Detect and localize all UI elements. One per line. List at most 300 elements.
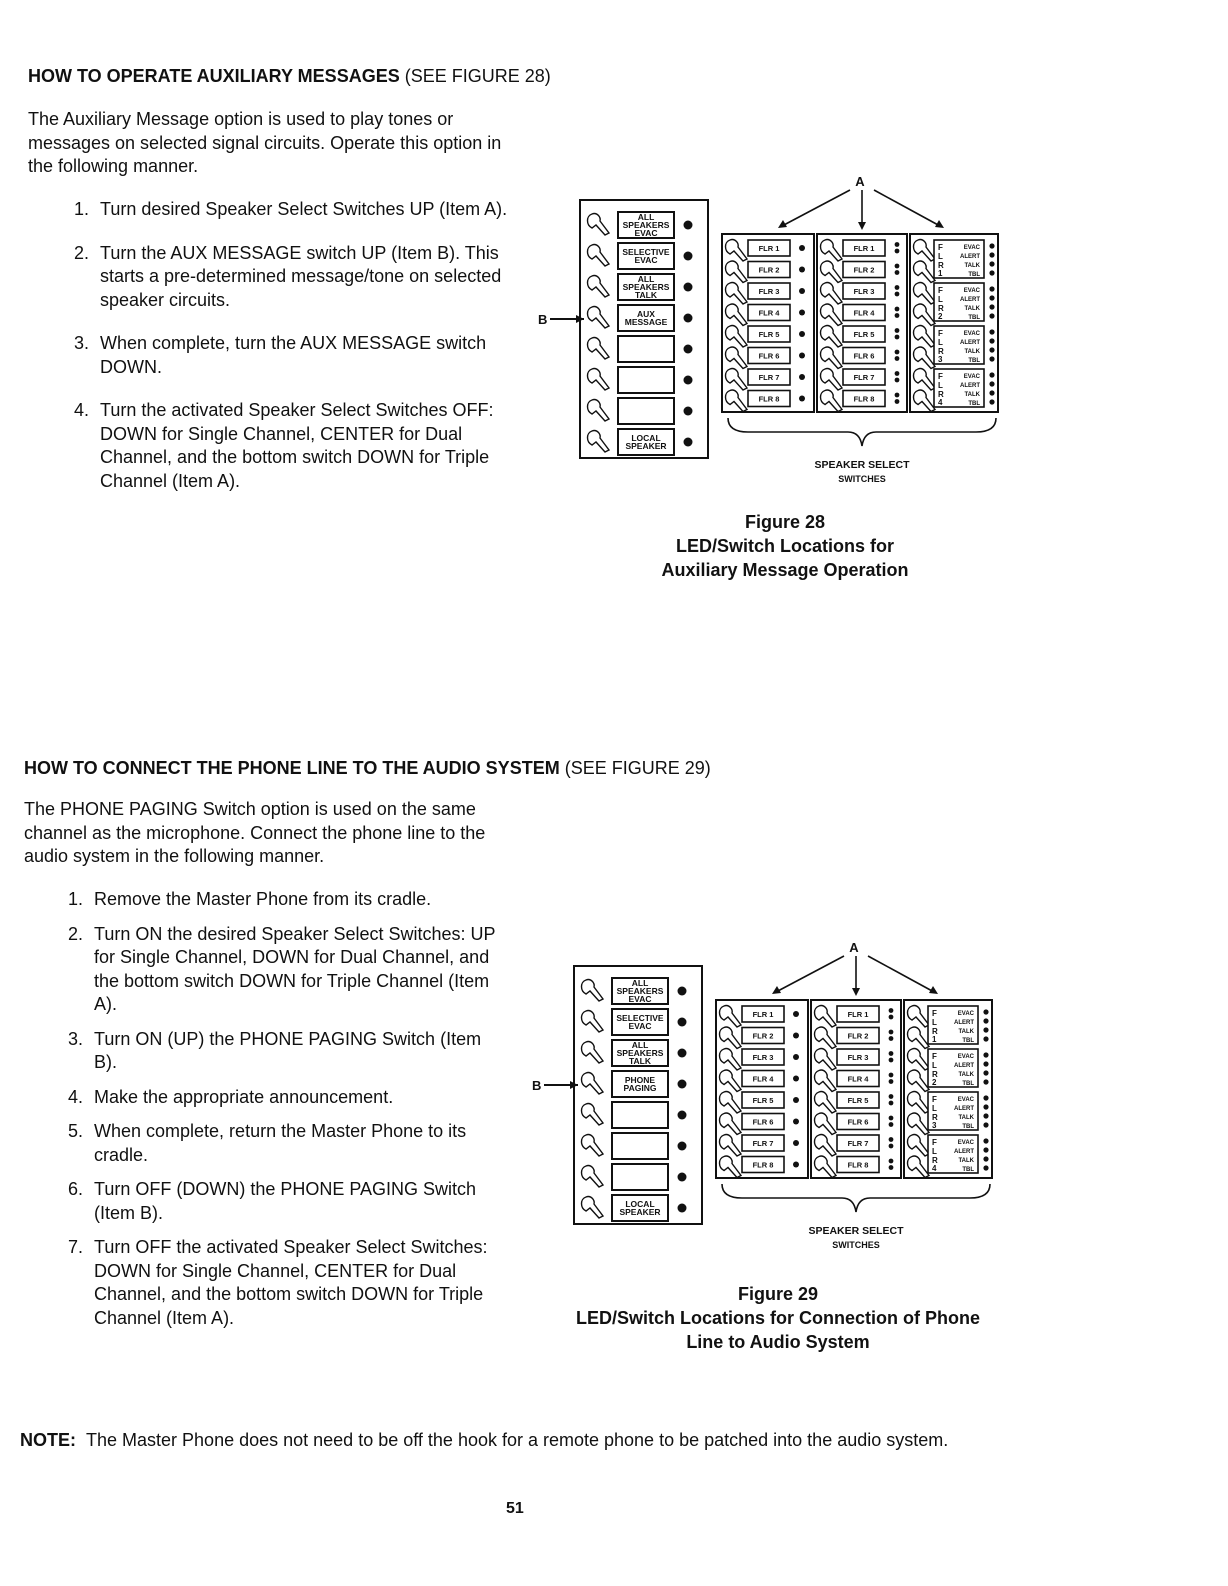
led-indicator xyxy=(989,304,994,309)
led-indicator xyxy=(989,270,994,275)
led-indicator xyxy=(678,1111,687,1120)
led-indicator xyxy=(678,1018,687,1027)
led-indicator xyxy=(895,242,900,247)
toggle-switch-icon xyxy=(726,326,748,347)
led-indicator xyxy=(983,1027,988,1032)
floor-label-text: FLR 6 xyxy=(758,351,780,361)
group-mode-text: TBL xyxy=(968,358,980,364)
group-side-text: F xyxy=(932,1052,937,1061)
led-indicator xyxy=(889,1079,894,1084)
led-indicator xyxy=(983,1122,988,1127)
switch-label-text: SPEAKERS xyxy=(622,220,670,230)
led-indicator xyxy=(989,252,994,257)
page-number: 51 xyxy=(506,1500,524,1517)
led-indicator xyxy=(678,1173,687,1182)
floor-label-text: FLR 2 xyxy=(853,265,875,275)
led-indicator xyxy=(799,310,805,316)
led-indicator xyxy=(799,396,805,402)
led-indicator xyxy=(895,313,900,318)
toggle-switch-icon xyxy=(815,1027,837,1048)
led-indicator xyxy=(989,261,994,266)
floor-label-text: FLR 4 xyxy=(847,1074,869,1084)
switch-label-text: SPEAKERS xyxy=(622,282,670,292)
led-indicator xyxy=(983,1079,988,1084)
toggle-switch-icon xyxy=(821,369,843,390)
led-indicator xyxy=(889,1051,894,1056)
led-indicator xyxy=(799,288,805,294)
toggle-switch-icon xyxy=(821,283,843,304)
group-mode-text: ALERT xyxy=(954,1149,974,1155)
switch-label-text: AUX xyxy=(637,309,655,319)
toggle-switch-icon xyxy=(815,1070,837,1091)
switch-label-text: ALL xyxy=(631,1040,649,1050)
switch-label-box xyxy=(612,1164,668,1190)
toggle-switch-icon xyxy=(908,1006,930,1027)
toggle-switch-icon xyxy=(582,1104,604,1125)
led-indicator xyxy=(989,313,994,318)
group-side-text: L xyxy=(932,1147,937,1156)
toggle-switch-icon xyxy=(720,1092,742,1113)
group-side-text: L xyxy=(938,252,943,261)
group-number-text: 1 xyxy=(938,269,943,278)
item-a-arrowhead xyxy=(858,222,866,230)
toggle-switch-icon xyxy=(582,1197,604,1218)
group-mode-text: ALERT xyxy=(960,340,980,346)
led-indicator xyxy=(989,338,994,343)
toggle-switch-icon xyxy=(908,1070,930,1091)
led-indicator xyxy=(895,393,900,398)
led-indicator xyxy=(989,356,994,361)
section1-steps xyxy=(74,198,512,493)
toggle-switch-icon xyxy=(588,245,610,266)
led-indicator xyxy=(889,1008,894,1013)
group-side-text: R xyxy=(932,1070,938,1079)
speaker-select-label: SPEAKER SELECT xyxy=(814,459,910,471)
toggle-switch-icon xyxy=(720,1070,742,1091)
section2-steps xyxy=(68,888,504,1330)
group-number-text: 3 xyxy=(932,1121,937,1130)
group-mode-text: EVAC xyxy=(957,1140,974,1146)
led-indicator xyxy=(983,1138,988,1143)
note xyxy=(20,1430,1210,1451)
group-side-text: R xyxy=(932,1027,938,1036)
item-a-arrow-left xyxy=(782,190,850,226)
switch-label-text: ALL xyxy=(637,274,655,284)
toggle-switch-icon xyxy=(726,347,748,368)
toggle-switch-icon xyxy=(815,1113,837,1134)
toggle-switch-icon xyxy=(720,1156,742,1177)
led-indicator xyxy=(895,270,900,275)
led-indicator xyxy=(895,356,900,361)
led-indicator xyxy=(983,1147,988,1152)
toggle-switch-icon xyxy=(726,304,748,325)
figure28-number: Figure 28 xyxy=(744,512,826,532)
toggle-switch-icon xyxy=(908,1092,930,1113)
led-indicator xyxy=(895,285,900,290)
figure29-diagram xyxy=(526,938,996,1258)
floor-label-text: FLR 1 xyxy=(752,1010,774,1019)
section2-intro: The PHONE PAGING Switch option is used on the same channel as the microphone. Connect the phone line to the audio system in the following manner. xyxy=(24,799,486,866)
section1-intro: The Auxiliary Message option is used to play tones or messages on selected signal circuits. Operate this option in the following manner. xyxy=(28,109,502,176)
group-mode-text: TALK xyxy=(964,349,980,355)
switch-label-text: PHONE xyxy=(624,1075,656,1085)
item-a-label: A xyxy=(855,174,865,189)
section2-step: 4. Make the appropriate announcement. xyxy=(68,1086,394,1107)
switch-label-text: LOCAL xyxy=(625,1199,655,1209)
led-indicator xyxy=(678,987,687,996)
toggle-switch-icon xyxy=(914,326,936,347)
group-number-text: 1 xyxy=(932,1035,937,1044)
led-indicator xyxy=(793,1011,799,1017)
led-indicator xyxy=(889,1036,894,1041)
led-indicator xyxy=(983,1052,988,1057)
led-indicator xyxy=(793,1162,799,1168)
figure29-title-line2: Line to Audio System xyxy=(686,1332,870,1352)
led-indicator xyxy=(684,438,693,447)
floor-label-text: FLR 7 xyxy=(758,373,780,382)
led-indicator xyxy=(895,350,900,355)
panel-group xyxy=(532,940,992,1250)
floor-label-text: FLR 3 xyxy=(853,287,875,296)
group-mode-text: ALERT xyxy=(954,1020,974,1026)
led-indicator xyxy=(684,221,693,230)
toggle-switch-icon xyxy=(588,214,610,235)
panel-group xyxy=(538,174,998,484)
led-indicator xyxy=(678,1080,687,1089)
floor-label-text: FLR 3 xyxy=(847,1053,869,1062)
floor-label-text: FLR 1 xyxy=(847,1010,869,1019)
switch-label-text: TALK xyxy=(634,290,658,300)
switch-label-box xyxy=(618,398,674,424)
group-mode-text: ALERT xyxy=(954,1106,974,1112)
led-indicator xyxy=(983,1156,988,1161)
group-mode-text: ALERT xyxy=(960,383,980,389)
figure28-diagram xyxy=(532,172,1002,492)
switch-label-text: SELECTIVE xyxy=(616,1013,664,1023)
toggle-switch-icon xyxy=(914,304,936,325)
floor-label-text: FLR 4 xyxy=(752,1074,774,1084)
floor-label-text: FLR 5 xyxy=(758,330,780,339)
group-side-text: F xyxy=(938,286,943,295)
group-mode-text: TALK xyxy=(964,392,980,398)
toggle-switch-icon xyxy=(582,1135,604,1156)
toggle-switch-icon xyxy=(726,283,748,304)
section1-step: 3. When complete, turn the AUX MESSAGE switch DOWN. xyxy=(74,333,487,377)
led-indicator xyxy=(793,1054,799,1060)
section2-step: 6. Turn OFF (DOWN) the PHONE PAGING Switch (Item B). xyxy=(68,1179,477,1223)
led-indicator xyxy=(889,1137,894,1142)
section2-step: 1. Remove the Master Phone from its cradle. xyxy=(68,889,432,909)
floor-label-text: FLR 5 xyxy=(853,330,875,339)
led-indicator xyxy=(889,1015,894,1020)
led-indicator xyxy=(983,1061,988,1066)
floor-label-text: FLR 6 xyxy=(853,351,875,361)
led-indicator xyxy=(983,1070,988,1075)
led-indicator xyxy=(889,1094,894,1099)
group-mode-text: TALK xyxy=(958,1158,974,1164)
group-mode-text: TALK xyxy=(958,1115,974,1121)
section2-heading-ref: (SEE FIGURE 29) xyxy=(559,758,711,778)
group-mode-text: TBL xyxy=(962,1124,974,1130)
group-side-text: L xyxy=(938,338,943,347)
toggle-switch-icon xyxy=(588,307,610,328)
led-indicator xyxy=(793,1076,799,1082)
led-indicator xyxy=(983,1104,988,1109)
led-indicator xyxy=(983,1009,988,1014)
led-indicator xyxy=(895,249,900,254)
toggle-switch-icon xyxy=(914,240,936,261)
toggle-switch-icon xyxy=(720,1049,742,1070)
toggle-switch-icon xyxy=(588,369,610,390)
toggle-switch-icon xyxy=(726,261,748,282)
led-indicator xyxy=(684,283,693,292)
switch-label-text: SPEAKERS xyxy=(616,986,664,996)
speaker-select-brace xyxy=(728,418,996,446)
toggle-switch-icon xyxy=(908,1049,930,1070)
group-side-text: L xyxy=(932,1061,937,1070)
toggle-switch-icon xyxy=(726,240,748,261)
switch-label-text: ALL xyxy=(631,978,649,988)
figure29-caption xyxy=(548,1282,1008,1354)
toggle-switch-icon xyxy=(908,1135,930,1156)
floor-label-text: FLR 7 xyxy=(752,1139,774,1148)
floor-label-text: FLR 8 xyxy=(752,1160,774,1170)
led-indicator xyxy=(989,381,994,386)
group-mode-text: TALK xyxy=(958,1029,974,1035)
led-indicator xyxy=(889,1073,894,1078)
group-mode-text: ALERT xyxy=(960,254,980,260)
toggle-switch-icon xyxy=(815,1049,837,1070)
led-indicator xyxy=(895,328,900,333)
group-mode-text: EVAC xyxy=(963,288,980,294)
led-indicator xyxy=(989,347,994,352)
group-mode-text: TALK xyxy=(964,263,980,269)
floor-label-text: FLR 3 xyxy=(752,1053,774,1062)
floor-label-text: FLR 8 xyxy=(853,394,875,404)
group-side-text: R xyxy=(938,261,944,270)
led-indicator xyxy=(983,1095,988,1100)
group-mode-text: TBL xyxy=(962,1038,974,1044)
group-side-text: L xyxy=(932,1018,937,1027)
toggle-switch-icon xyxy=(914,283,936,304)
toggle-switch-icon xyxy=(720,1006,742,1027)
floor-label-text: FLR 5 xyxy=(752,1096,774,1105)
toggle-switch-icon xyxy=(582,1166,604,1187)
speaker-select-brace xyxy=(722,1184,990,1212)
item-a-arrow-right xyxy=(868,956,934,992)
switch-label-text: SPEAKER xyxy=(625,441,667,451)
group-mode-text: TBL xyxy=(968,315,980,321)
led-indicator xyxy=(983,1018,988,1023)
led-indicator xyxy=(989,390,994,395)
group-number-text: 2 xyxy=(938,312,943,321)
section1-heading-title: HOW TO OPERATE AUXILIARY MESSAGES xyxy=(28,66,400,86)
figure28-caption xyxy=(590,510,980,582)
led-indicator xyxy=(895,264,900,269)
led-indicator xyxy=(889,1122,894,1127)
toggle-switch-icon xyxy=(582,1073,604,1094)
section2-step: 3. Turn ON (UP) the PHONE PAGING Switch (Item B). xyxy=(68,1028,482,1072)
floor-label-text: FLR 6 xyxy=(847,1117,869,1127)
switch-label-text: EVAC xyxy=(634,255,658,265)
group-number-text: 4 xyxy=(932,1164,937,1173)
switch-label-text: SPEAKERS xyxy=(616,1048,664,1058)
toggle-switch-icon xyxy=(720,1113,742,1134)
led-indicator xyxy=(684,252,693,261)
floor-label-text: FLR 7 xyxy=(853,373,875,382)
figure28-title-line2: Auxiliary Message Operation xyxy=(661,560,909,580)
toggle-switch-icon xyxy=(588,431,610,452)
section1-step: 1. Turn desired Speaker Select Switches UP (Item A). xyxy=(74,199,508,219)
group-side-text: L xyxy=(938,295,943,304)
floor-label-text: FLR 4 xyxy=(853,308,875,318)
floor-label-text: FLR 6 xyxy=(752,1117,774,1127)
toggle-switch-icon xyxy=(588,338,610,359)
toggle-switch-icon xyxy=(588,400,610,421)
toggle-switch-icon xyxy=(914,369,936,390)
floor-label-text: FLR 8 xyxy=(758,394,780,404)
group-side-text: F xyxy=(938,329,943,338)
led-indicator xyxy=(895,307,900,312)
led-indicator xyxy=(989,329,994,334)
group-mode-text: EVAC xyxy=(957,1097,974,1103)
led-indicator xyxy=(889,1165,894,1170)
group-number-text: 4 xyxy=(938,398,943,407)
floor-label-text: FLR 4 xyxy=(758,308,780,318)
led-indicator xyxy=(793,1140,799,1146)
led-indicator xyxy=(799,353,805,359)
toggle-switch-icon xyxy=(914,261,936,282)
section2-step: 7. Turn OFF the activated Speaker Select Switches: DOWN for Single Channel, CENTER for Dual Channel, and the bottom switch DOWN for Triple Channel (Item A). xyxy=(68,1237,488,1328)
led-indicator xyxy=(684,345,693,354)
item-b-label: B xyxy=(538,312,548,327)
speaker-select-label: SWITCHES xyxy=(838,474,886,484)
item-a-arrow-right xyxy=(874,190,940,226)
switch-label-text: LOCAL xyxy=(631,433,661,443)
led-indicator xyxy=(895,399,900,404)
led-indicator xyxy=(889,1058,894,1063)
group-side-text: R xyxy=(932,1113,938,1122)
led-indicator xyxy=(684,314,693,323)
switch-label-box xyxy=(612,1133,668,1159)
led-indicator xyxy=(799,374,805,380)
section1-heading-ref: (SEE FIGURE 28) xyxy=(399,66,551,86)
toggle-switch-icon xyxy=(720,1027,742,1048)
toggle-switch-icon xyxy=(821,240,843,261)
floor-label-text: FLR 7 xyxy=(847,1139,869,1148)
switch-label-text: TALK xyxy=(628,1056,652,1066)
led-indicator xyxy=(983,1113,988,1118)
switch-label-text: SELECTIVE xyxy=(622,247,670,257)
floor-label-text: FLR 5 xyxy=(847,1096,869,1105)
group-side-text: R xyxy=(932,1156,938,1165)
group-mode-text: TALK xyxy=(958,1072,974,1078)
group-mode-text: ALERT xyxy=(960,297,980,303)
group-mode-text: TBL xyxy=(962,1081,974,1087)
toggle-switch-icon xyxy=(821,347,843,368)
group-mode-text: EVAC xyxy=(963,331,980,337)
item-a-arrow-left xyxy=(776,956,844,992)
group-side-text: F xyxy=(938,372,943,381)
led-indicator xyxy=(889,1116,894,1121)
floor-label-text: FLR 3 xyxy=(758,287,780,296)
led-indicator xyxy=(793,1119,799,1125)
group-number-text: 3 xyxy=(938,355,943,364)
led-indicator xyxy=(678,1049,687,1058)
section1-heading xyxy=(28,66,728,87)
switch-panel-svg xyxy=(532,172,1002,492)
toggle-switch-icon xyxy=(815,1092,837,1113)
toggle-switch-icon xyxy=(914,347,936,368)
toggle-switch-icon xyxy=(582,980,604,1001)
led-indicator xyxy=(799,267,805,273)
section1-step: 2. Turn the AUX MESSAGE switch UP (Item B). This starts a pre-determined message/tone on selected speaker circuits. xyxy=(74,242,502,310)
led-indicator xyxy=(889,1101,894,1106)
speaker-select-label: SPEAKER SELECT xyxy=(808,1225,904,1237)
floor-label-text: FLR 2 xyxy=(758,265,780,275)
led-indicator xyxy=(889,1144,894,1149)
group-mode-text: TBL xyxy=(968,401,980,407)
note-text: The Master Phone does not need to be off the hook for a remote phone to be patched into the audio system. xyxy=(86,1430,949,1450)
led-indicator xyxy=(989,243,994,248)
toggle-switch-icon xyxy=(815,1135,837,1156)
figure28-title-line1: LED/Switch Locations for xyxy=(675,536,894,556)
switch-label-text: EVAC xyxy=(628,1021,652,1031)
led-indicator xyxy=(684,407,693,416)
led-indicator xyxy=(889,1159,894,1164)
led-indicator xyxy=(983,1036,988,1041)
led-indicator xyxy=(895,335,900,340)
led-indicator xyxy=(889,1030,894,1035)
switch-label-text: EVAC xyxy=(634,228,658,238)
toggle-switch-icon xyxy=(908,1113,930,1134)
toggle-switch-icon xyxy=(720,1135,742,1156)
toggle-switch-icon xyxy=(588,276,610,297)
toggle-switch-icon xyxy=(815,1156,837,1177)
group-mode-text: EVAC xyxy=(963,374,980,380)
switch-label-text: ALL xyxy=(637,212,655,222)
led-indicator xyxy=(793,1097,799,1103)
led-indicator xyxy=(989,372,994,377)
group-mode-text: TBL xyxy=(962,1167,974,1173)
item-a-arrowhead xyxy=(852,988,860,996)
figure29-title-line1: LED/Switch Locations for Connection of Phone xyxy=(576,1308,980,1328)
item-a-label: A xyxy=(849,940,859,955)
section2-step: 2. Turn ON the desired Speaker Select Switches: UP for Single Channel, DOWN for Dual Channel, and the bottom switch DOWN for Triple Channel (Item A). xyxy=(68,923,496,1014)
led-indicator xyxy=(799,245,805,251)
floor-label-text: FLR 1 xyxy=(758,244,780,253)
figure29-number: Figure 29 xyxy=(737,1284,819,1304)
group-mode-text: EVAC xyxy=(957,1054,974,1060)
floor-label-text: FLR 2 xyxy=(752,1031,774,1041)
group-side-text: R xyxy=(938,304,944,313)
switch-label-text: EVAC xyxy=(628,994,652,1004)
group-side-text: L xyxy=(932,1104,937,1113)
group-mode-text: EVAC xyxy=(957,1011,974,1017)
group-side-text: F xyxy=(932,1138,937,1147)
toggle-switch-icon xyxy=(821,304,843,325)
section2-step: 5. When complete, return the Master Phone to its cradle. xyxy=(68,1121,467,1165)
floor-label-text: FLR 1 xyxy=(853,244,875,253)
led-indicator xyxy=(678,1142,687,1151)
led-indicator xyxy=(989,295,994,300)
led-indicator xyxy=(793,1033,799,1039)
led-indicator xyxy=(895,371,900,376)
switch-label-text: PAGING xyxy=(623,1083,657,1093)
toggle-switch-icon xyxy=(908,1027,930,1048)
toggle-switch-icon xyxy=(582,1011,604,1032)
toggle-switch-icon xyxy=(726,369,748,390)
